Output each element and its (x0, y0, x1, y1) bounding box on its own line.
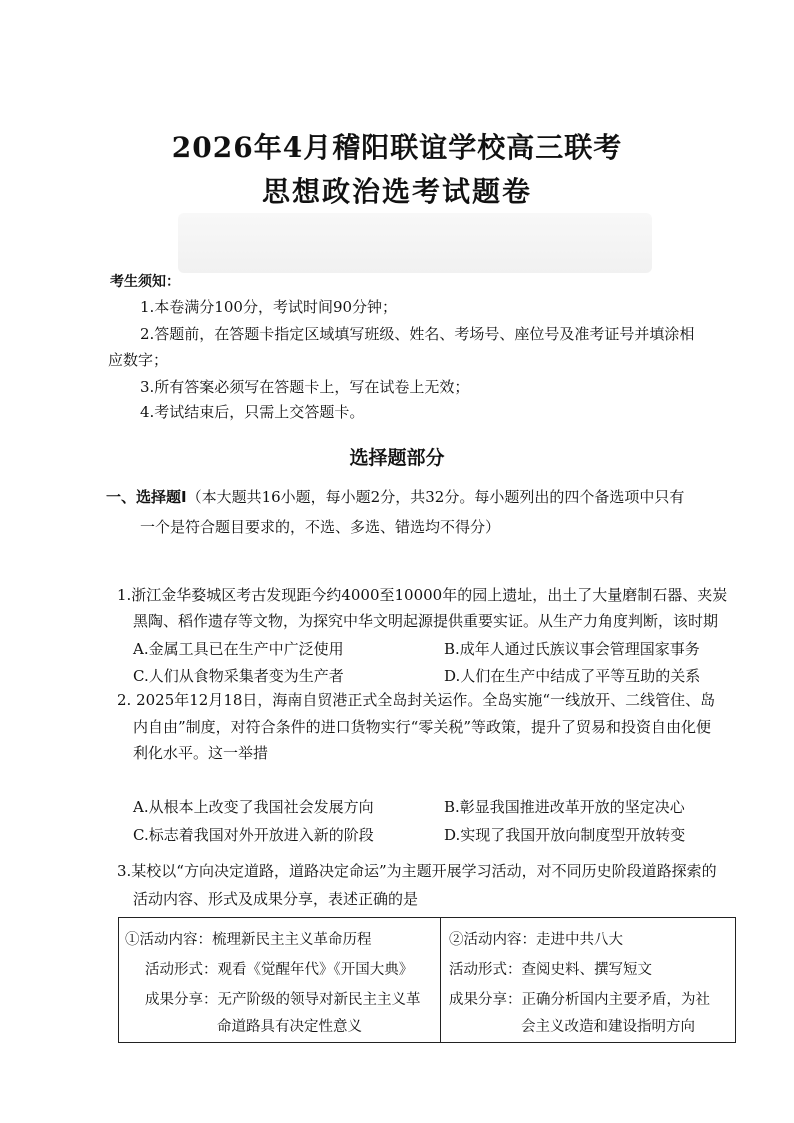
exam-title-line1: 2026年4月稽阳联谊学校高三联考 (171, 131, 623, 164)
notice-item-3: 3.所有答案必须写在答题卡上，写在试卷上无效； (140, 378, 470, 396)
q2-option-c: C.标志着我国对外开放进入新的阶段 (133, 826, 374, 844)
blurred-region (178, 213, 652, 273)
q2-stem-line2: 内自由”制度，对符合条件的进口货物实行“零关税”等政策，提升了贸易和投资自由化便 (133, 718, 712, 736)
q3-cell2-result-line1: 成果分享：正确分析国内主要矛盾，为社 (449, 992, 710, 1008)
notice-item-2-cont: 应数字； (108, 351, 169, 369)
notice-item-1: 1.本卷满分100分，考试时间90分钟； (140, 298, 398, 316)
q3-cell1-form: 活动形式：观看《觉醒年代》《开国大典》 (145, 962, 414, 978)
part1-label: 一、选择题Ⅰ (106, 488, 187, 506)
q3-activity-table (118, 917, 736, 1043)
notice-item-2: 2.答题前，在答题卡指定区域填写班级、姓名、考场号、座位号及准考证号并填涂相 (140, 325, 695, 343)
q1-option-d: D.人们在生产中结成了平等互助的关系 (444, 667, 701, 685)
q3-cell2-content: ②活动内容：走进中共八大 (449, 932, 623, 948)
q1-stem-line1: 1.浙江金华婺城区考古发现距今约4000至10000年的园上遗址，出土了大量磨制石器、夹炭 (117, 586, 728, 604)
q2-stem-line3: 利化水平。这一举措 (133, 744, 269, 762)
q2-option-a: A.从根本上改变了我国社会发展方向 (133, 798, 374, 816)
part1-desc-line1: （本大题共16小题，每小题2分，共32分。每小题列出的四个备选项中只有 (186, 488, 685, 506)
notice-heading: 考生须知： (110, 274, 180, 290)
q2-option-b: B.彰显我国推进改革开放的坚定决心 (444, 798, 685, 816)
q3-cell-1 (119, 918, 441, 1043)
part1-desc-line2: 一个是符合题目要求的，不选、多选、错选均不得分） (140, 518, 501, 536)
q3-stem-line1: 3.某校以“方向决定道路，道路决定命运”为主题开展学习活动，对不同历史阶段道路探索的 (117, 862, 717, 880)
q1-stem-line2: 黑陶、稻作遗存等文物，为探究中华文明起源提供重要实证。从生产力角度判断，该时期 (133, 612, 719, 630)
notice-item-4: 4.考试结束后，只需上交答题卡。 (140, 403, 365, 421)
q2-option-d: D.实现了我国开放向制度型开放转变 (444, 826, 686, 844)
part1-heading (106, 486, 684, 507)
q3-stem-line2: 活动内容、形式及成果分享，表述正确的是 (133, 890, 419, 908)
q3-cell1-content: ①活动内容：梳理新民主主义革命历程 (125, 932, 372, 948)
q1-option-c: C.人们从食物采集者变为生产者 (133, 667, 344, 685)
q3-cell2-form: 活动形式：查阅史料、撰写短文 (449, 962, 652, 978)
section-title: 选择题部分 (349, 447, 445, 469)
q2-stem-line1: 2. 2025年12月18日，海南自贸港正式全岛封关运作。全岛实施“一线放开、二线管住、岛 (117, 691, 716, 709)
q1-option-a: A.金属工具已在生产中广泛使用 (133, 640, 344, 658)
exam-title-line2: 思想政治选考试题卷 (261, 175, 532, 208)
q3-cell1-result-line2: 命道路具有决定性意义 (217, 1019, 362, 1035)
q3-cell2-result-line2: 会主义改造和建设指明方向 (521, 1019, 695, 1035)
q3-cell-2 (441, 918, 736, 1043)
q1-option-b: B.成年人通过氏族议事会管理国家事务 (444, 640, 700, 658)
q3-cell1-result-line1: 成果分享：无产阶级的领导对新民主主义革 (145, 992, 421, 1008)
